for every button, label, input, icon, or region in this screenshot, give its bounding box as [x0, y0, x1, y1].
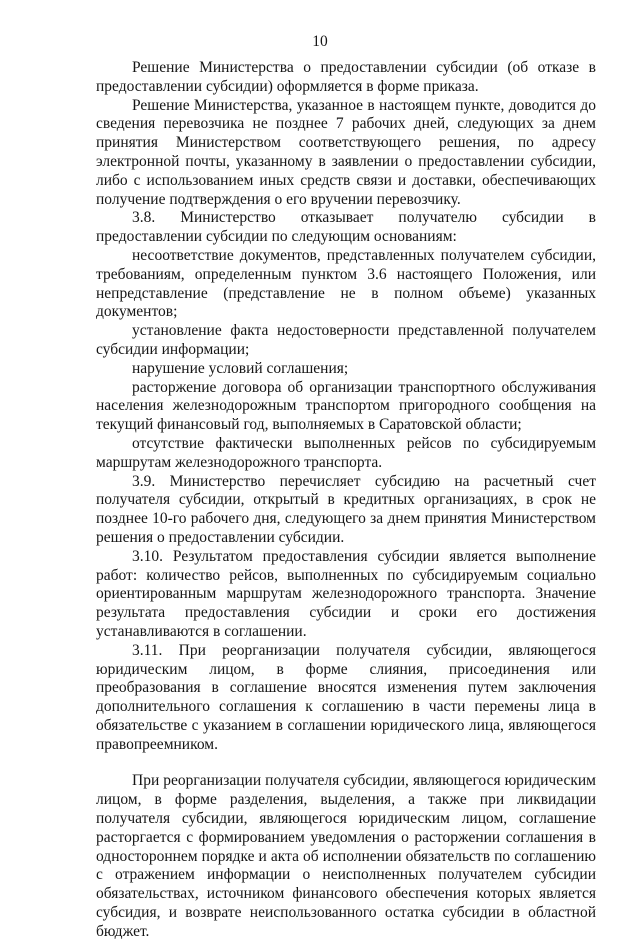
page-number: 10 — [312, 33, 328, 50]
paragraph-ground-false-info: установление факта недостоверности представленной получателем субсидии информации; — [96, 322, 596, 358]
paragraph-decision-notification: Решение Министерства, указанное в настоящем пункте, доводится до сведения перевозчика не позднее 7 рабочих дней, следующих за днем принятия Министерством соответствующего решения, по адресу электронной почты, указанному в заявлении о предоставлении субсидии, либо с использованием иных средств связи и доставки, обеспечивающих получение подтверждения о его вручении перевозчику. — [96, 96, 596, 208]
paragraph-3-11-reorganization-merger: 3.11. При реорганизации получателя субсидии, являющегося юридическим лицом, в форме слияния, присоединения или преобразования в соглашение вносятся изменения путем заключения дополнительного соглашения к соглашению в части перемены лица в обязательстве с указанием в соглашении юридического лица, являющегося правопреемником. — [96, 641, 596, 753]
paragraph-ground-agreement-violation: нарушение условий соглашения; — [132, 359, 349, 377]
paragraph-ground-contract-termination: расторжение договора об организации транспортного обслуживания населения железнодорожным транспортом пригородного сообщения на текущий финансовый год, выполняемых в Саратовской области; — [96, 378, 596, 434]
paragraph-decision-form: Решение Министерства о предоставлении субсидии (об отказе в предоставлении субсидии) оформляется в форме приказа. — [96, 59, 596, 95]
paragraph-reorganization-division: При реорганизации получателя субсидии, являющегося юридическим лицом, в форме разделения, выделения, а также при ликвидации получателя субсидии, являющегося юридическим лицом, соглашение расторгается с формированием уведомления о расторжении соглашения в одностороннем порядке и акта об исполнении обязательств по соглашению с отражением информации о неисполненных получателем субсидии обязательствах, источником финансового обеспечения которых является субсидия, и возврате неиспользованного остатка субсидии в областной бюджет. — [96, 772, 596, 940]
paragraph-ground-no-trips: отсутствие фактически выполненных рейсов по субсидируемым маршрутам железнодорожного транспорта. — [96, 434, 596, 471]
document-body — [96, 59, 596, 942]
paragraph-3-10-result: 3.10. Результатом предоставления субсидии является выполнение работ: количество рейсов, выполненных по субсидируемым социально ориентированным маршрутам железнодорожного транспорта. Значение результата предоставления субсидии и сроки его достижения устанавливаются в соглашении. — [96, 547, 596, 640]
paragraph-3-8-refusal-grounds: 3.8. Министерство отказывает получателю субсидии в предоставлении субсидии по следующим основаниям: — [96, 209, 596, 246]
paragraph-3-9-transfer: 3.9. Министерство перечисляет субсидию на расчетный счет получателя субсидии, открытый в кредитных организациях, в срок не позднее 10-го рабочего дня, следующего за днем принятия Министерством решения о предоставлении субсидии. — [96, 472, 596, 546]
paragraph-ground-documents: несоответствие документов, представленных получателем субсидии, требованиям, определенным пунктом 3.6 настоящего Положения, или непредставление (представление не в полном объеме) указанных документов; — [96, 246, 596, 321]
